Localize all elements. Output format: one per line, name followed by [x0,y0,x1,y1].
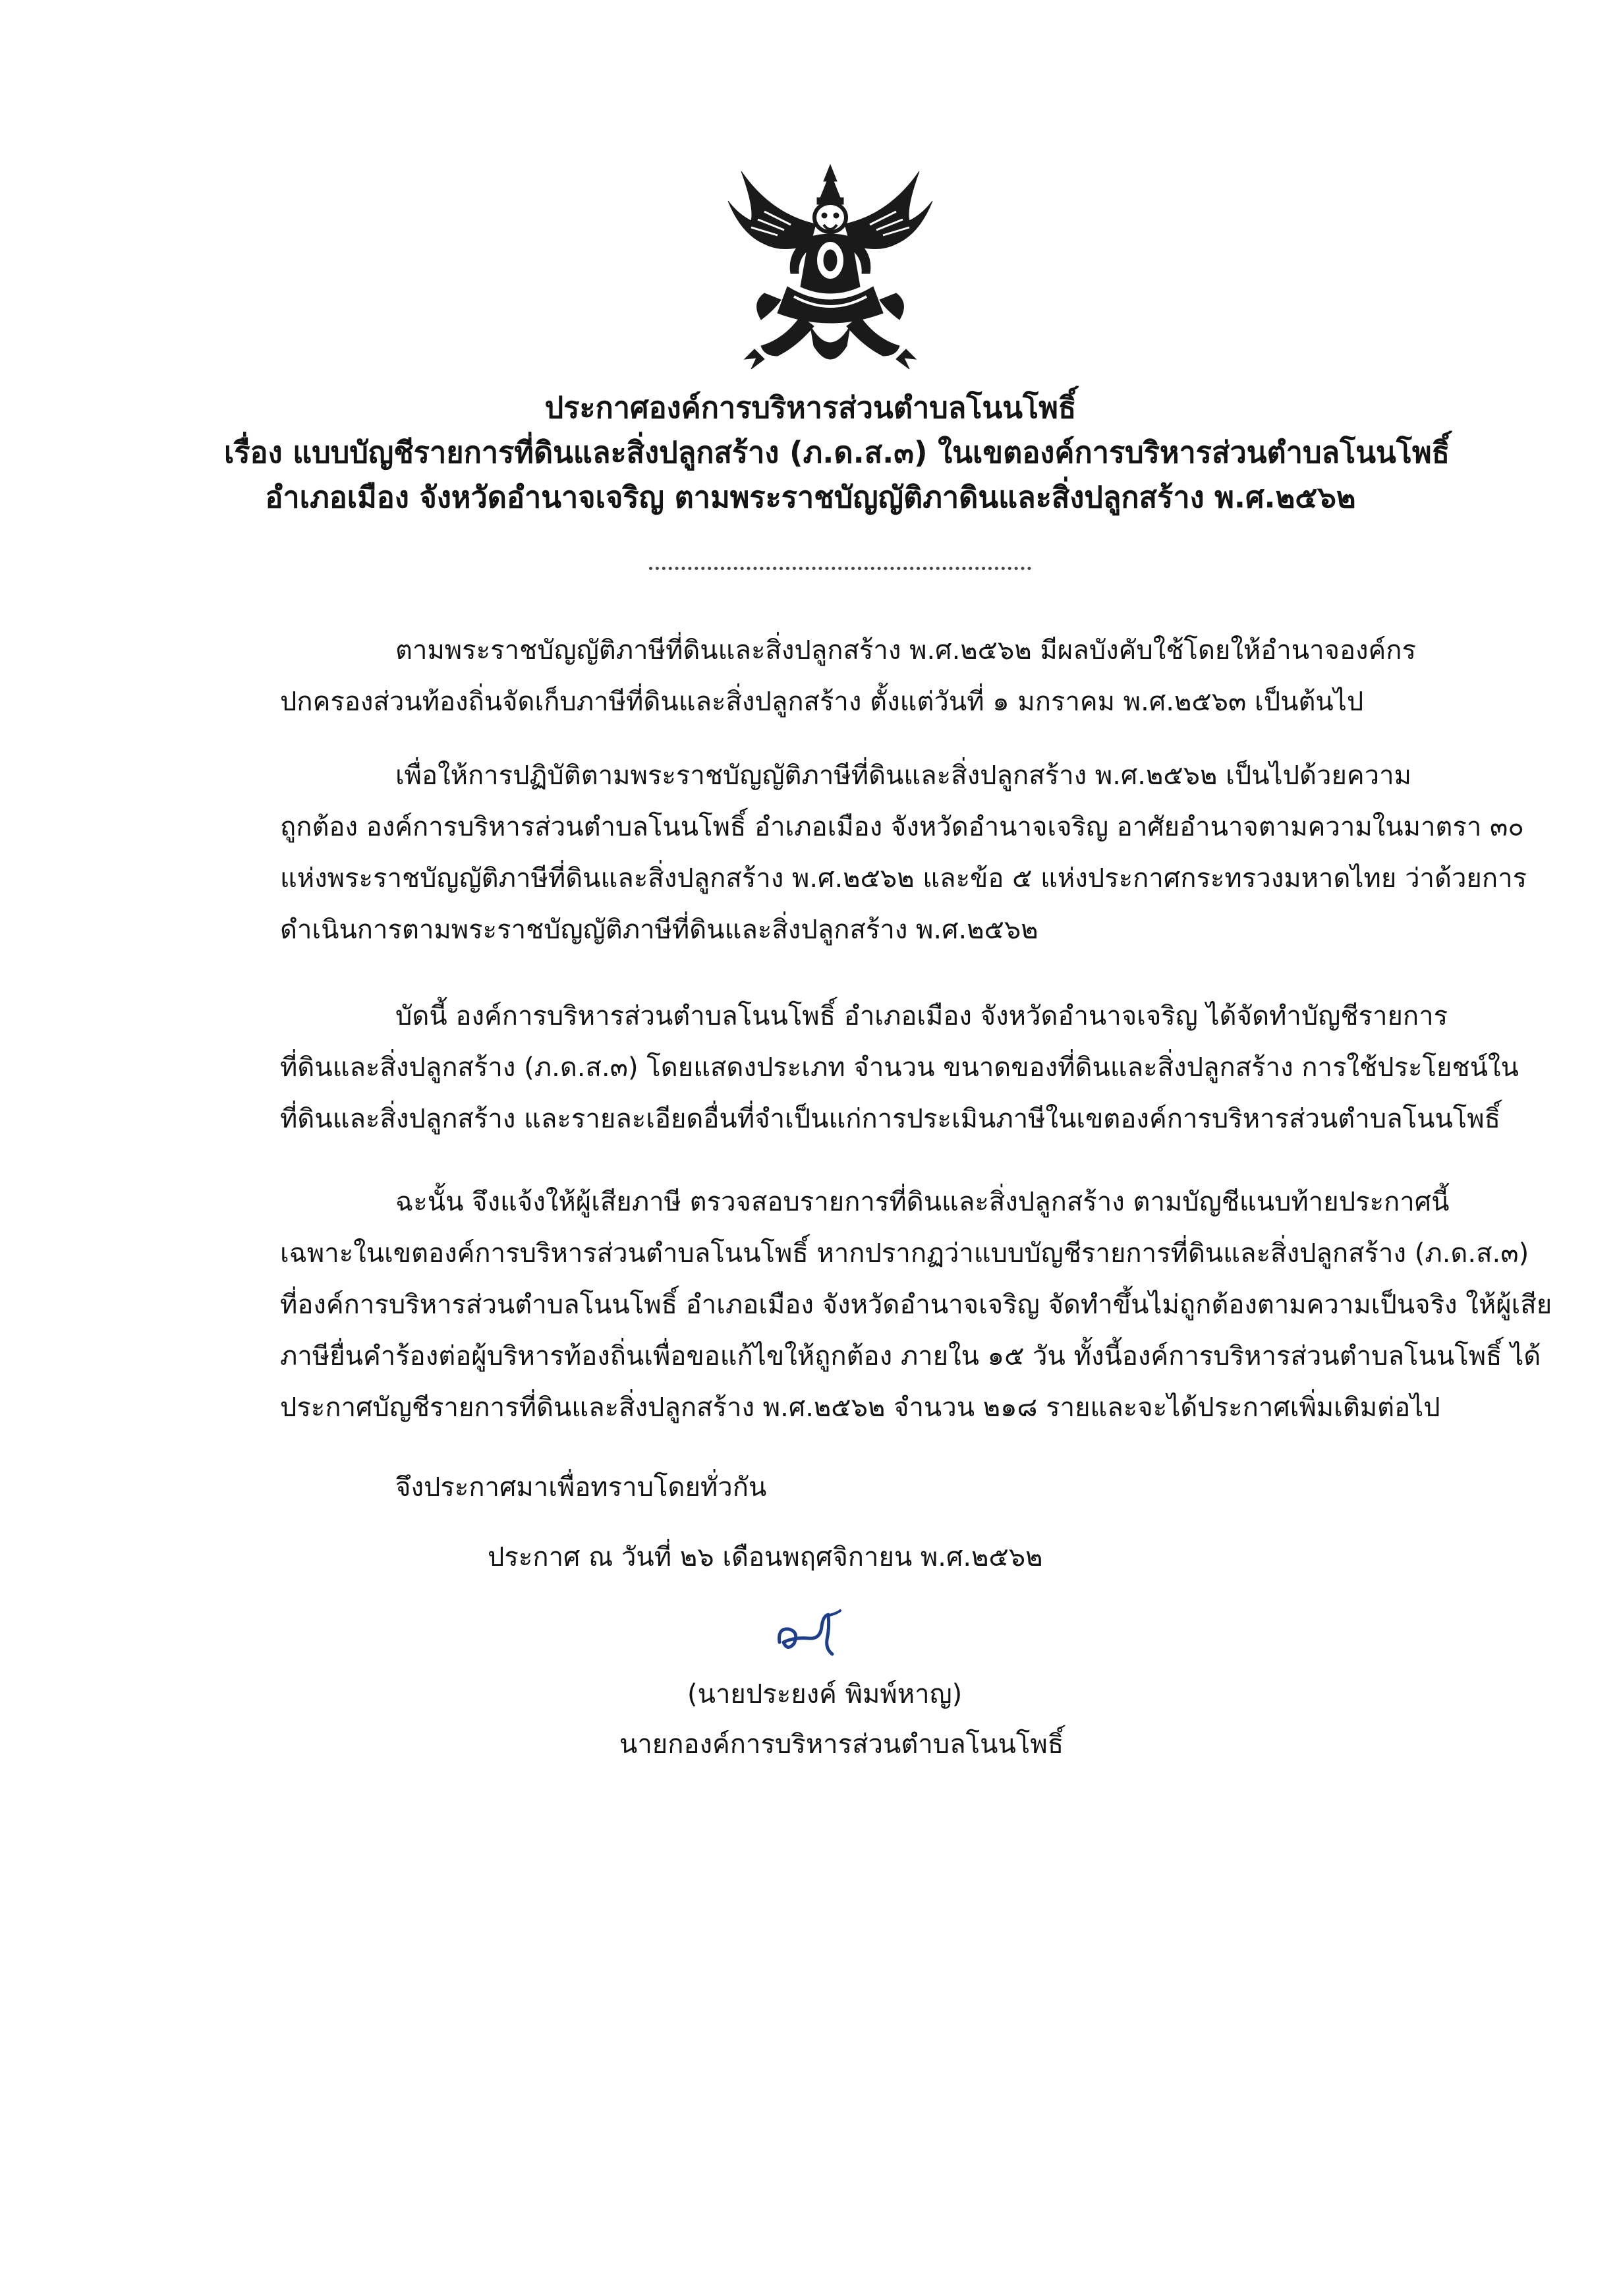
paragraph-line: ที่ดินและสิ่งปลูกสร้าง และรายละเอียดอื่นที่จำเป็นแก่การประเมินภาษีในเขตองค์การบริหารส่วนตำบลโนนโพธิ์ [280,1104,1501,1134]
paragraph-3 [280,990,1519,1145]
paragraph-line: เพื่อให้การปฏิบัติตามพระราชบัญญัติภาษีที่ดินและสิ่งปลูกสร้าง พ.ศ.๒๕๖๒ เป็นไปด้วยความ [395,761,1411,791]
announcement-subject-line-1: เรื่อง แบบบัญชีรายการที่ดินและสิ่งปลูกสร้าง (ภ.ด.ส.๓) ในเขตองค์การบริหารส่วนตำบลโนนโพธิ์ [224,435,1450,470]
paragraph-line: ดำเนินการตามพระราชบัญญัติภาษีที่ดินและสิ่งปลูกสร้าง พ.ศ.๒๕๖๒ [280,915,1038,945]
paragraph-line: ที่ดินและสิ่งปลูกสร้าง (ภ.ด.ส.๓) โดยแสดงประเภท จำนวน ขนาดของที่ดินและสิ่งปลูกสร้าง การใช้ประโยชน์ใน [280,1052,1519,1083]
paragraph-line: แห่งพระราชบัญญัติภาษีที่ดินและสิ่งปลูกสร้าง พ.ศ.๒๕๖๒ และข้อ ๕ แห่งประกาศกระทรวงมหาดไทย ว่าด้วยการ [280,863,1527,894]
paragraph-line: เฉพาะในเขตองค์การบริหารส่วนตำบลโนนโพธิ์ หากปรากฏว่าแบบบัญชีรายการที่ดินและสิ่งปลูกสร้าง (ภ.ด.ส.๓) [280,1238,1529,1269]
paragraph-5 [280,1462,1486,1513]
paragraph-line: ตามพระราชบัญญัติภาษีที่ดินและสิ่งปลูกสร้าง พ.ศ.๒๕๖๒ มีผลบังคับใช้โดยให้อำนาจองค์กร [395,635,1417,666]
paragraph-2 [280,750,1527,956]
paragraph-line: บัดนี้ องค์การบริหารส่วนตำบลโนนโพธิ์ อำเภอเมือง จังหวัดอำนาจเจริญ ได้จัดทำบัญชีรายการ [395,1001,1448,1031]
paragraph-line: ที่องค์การบริหารส่วนตำบลโนนโพธิ์ อำเภอเมือง จังหวัดอำนาจเจริญ จัดทำขึ้นไม่ถูกต้องตามความเป็นจริง ให้ผู้เสีย [280,1290,1552,1320]
announcement-subject-line-2: อำเภอเมือง จังหวัดอำนาจเจริญ ตามพระราชบัญญัติภาดินและสิ่งปลูกสร้าง พ.ศ.๒๕๖๒ [265,480,1356,515]
paragraph-1 [280,625,1486,728]
paragraph-line: ประกาศบัญชีรายการที่ดินและสิ่งปลูกสร้าง พ.ศ.๒๕๖๒ จำนวน ๒๑๘ รายและจะได้ประกาศเพิ่มเติมต่อไป [280,1392,1440,1423]
paragraph-line: ภาษียื่นคำร้องต่อผู้บริหารท้องถิ่นเพื่อขอแก้ไขให้ถูกต้อง ภายใน ๑๕ วัน ทั้งนี้องค์การบริหารส่วนตำบลโนนโพธิ์ ได้ [280,1341,1541,1371]
paragraph-4 [280,1176,1552,1433]
signer-name: (นายประยงค์ พิมพ์หาญ) [687,1679,963,1709]
announcement-header [224,386,1450,520]
announcement-date: ประกาศ ณ วันที่ ๒๖ เดือนพฤศจิกายน พ.ศ.๒๕๖๒ [488,1542,1043,1572]
paragraph-line: ปกครองส่วนท้องถิ่นจัดเก็บภาษีที่ดินและสิ่งปลูกสร้าง ตั้งแต่วันที่ ๑ มกราคม พ.ศ.๒๕๖๓ เป็นต้นไป [280,687,1364,717]
announcement-title: ประกาศองค์การบริหารส่วนตำบลโนนโพธิ์ [544,390,1077,425]
paragraph-line: ฉะนั้น จึงแจ้งให้ผู้เสียภาษี ตรวจสอบรายการที่ดินและสิ่งปลูกสร้าง ตามบัญชีแนบท้ายประกาศนี้ [395,1187,1450,1217]
garuda-emblem-icon [725,161,936,382]
handwritten-signature-icon [774,1608,860,1661]
dotted-divider [649,567,1031,570]
paragraph-line: จึงประกาศมาเพื่อทราบโดยทั่วกัน [395,1472,767,1503]
paragraph-line: ถูกต้อง องค์การบริหารส่วนตำบลโนนโพธิ์ อำเภอเมือง จังหวัดอำนาจเจริญ อาศัยอำนาจตามความในมาตรา ๓๐ [280,812,1524,842]
signer-position: นายกองค์การบริหารส่วนตำบลโนนโพธิ์ [619,1729,1064,1760]
